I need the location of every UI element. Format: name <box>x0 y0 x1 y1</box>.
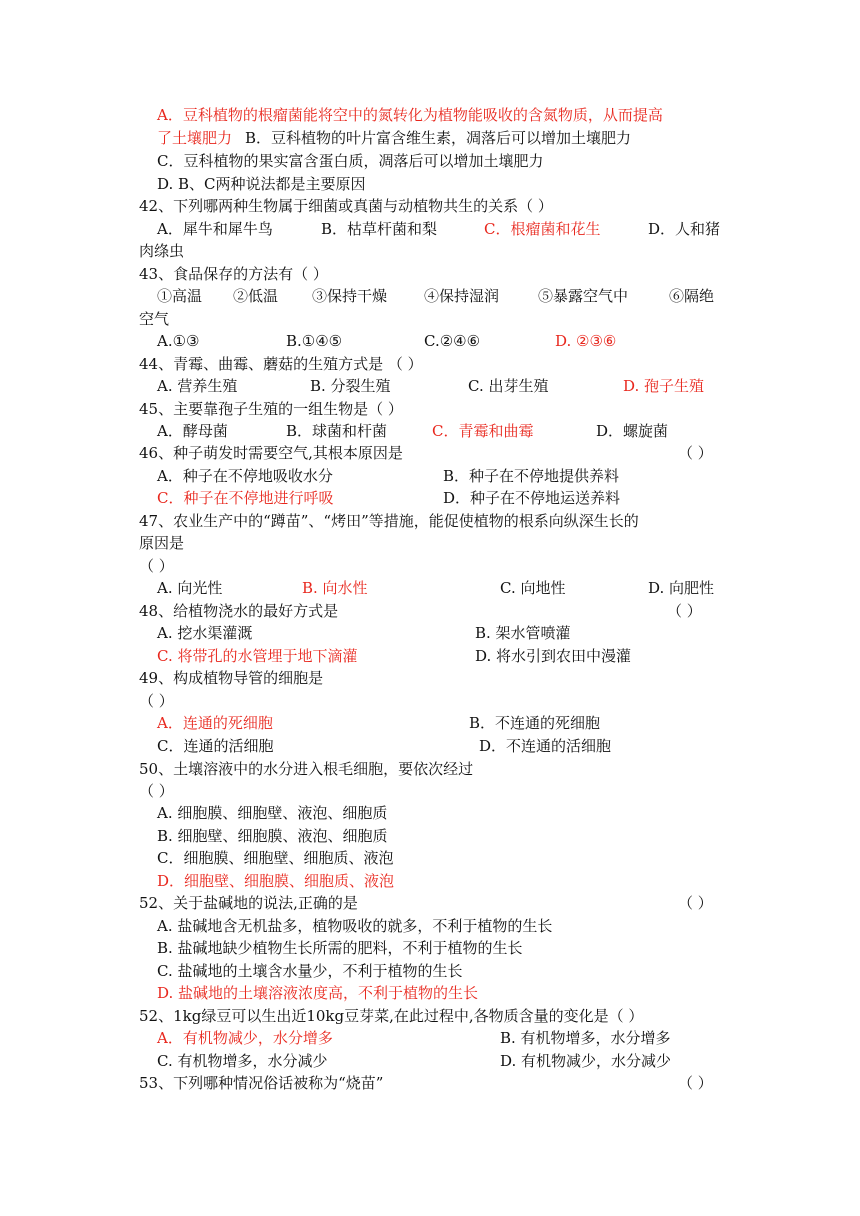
q52a-option-a: A. 盐碱地含无机盐多，植物吸收的就多，不利于植物的生长 <box>157 917 553 935</box>
q49-option-a: A．连通的死细胞 <box>157 714 273 732</box>
q45-stem: 45、主要靠孢子生殖的一组生物是（ ） <box>139 400 403 418</box>
q43-item-3: ③保持干燥 <box>312 287 388 305</box>
q49-answer-blank: （ ） <box>139 692 174 710</box>
q43-option-a: A.①③ <box>157 332 200 350</box>
q41-option-a-cont: 了土壤肥力 <box>157 129 233 147</box>
q42-option-d: D．人和猪 <box>648 220 721 238</box>
q52a-option-b: B. 盐碱地缺少植物生长所需的肥料，不利于植物的生长 <box>157 939 523 957</box>
q50-option-c: C．细胞膜、细胞壁、细胞质、液泡 <box>157 849 394 867</box>
q47-option-a: A. 向光性 <box>157 579 223 597</box>
q47-option-c: C. 向地性 <box>500 579 566 597</box>
q46-option-b: B．种子在不停地提供养料 <box>443 467 620 485</box>
q46-answer-blank: （ ） <box>678 444 713 462</box>
q49-option-b: B．不连通的死细胞 <box>469 714 601 732</box>
q48-answer-blank: （ ） <box>667 602 702 620</box>
q52a-option-c: C. 盐碱地的土壤含水量少，不利于植物的生长 <box>157 962 463 980</box>
q48-option-c: C. 将带孔的水管埋于地下滴灌 <box>157 647 358 665</box>
q50-answer-blank: （ ） <box>139 782 174 800</box>
q44-option-c: C. 出芽生殖 <box>468 377 549 395</box>
q50-stem: 50、土壤溶液中的水分进入根毛细胞，要依次经过 <box>139 760 474 778</box>
q49-stem: 49、构成植物导管的细胞是 <box>139 669 324 687</box>
q50-option-d: D．细胞壁、细胞膜、细胞质、液泡 <box>157 872 395 890</box>
q43-option-b: B.①④⑤ <box>286 332 343 350</box>
q47-answer-blank: （ ） <box>139 557 174 575</box>
q43-option-d: D. ②③⑥ <box>555 332 617 350</box>
q43-item-2: ②低温 <box>233 287 279 305</box>
q46-option-c: C．种子在不停地进行呼吸 <box>157 489 334 507</box>
q44-option-b: B. 分裂生殖 <box>310 377 391 395</box>
q46-option-a: A．种子在不停地吸收水分 <box>157 467 333 485</box>
q43-item-1: ①高温 <box>157 287 203 305</box>
q47-stem: 47、农业生产中的“蹲苗”、“烤田”等措施，能促使植物的根系向纵深生长的 <box>139 512 639 530</box>
q47-option-d: D. 向肥性 <box>648 579 715 597</box>
q45-option-a: A．酵母菌 <box>157 422 228 440</box>
q45-option-c: C．青霉和曲霉 <box>432 422 534 440</box>
q45-option-b: B．球菌和杆菌 <box>286 422 388 440</box>
q43-item-4: ④保持湿润 <box>424 287 500 305</box>
q44-option-a: A. 营养生殖 <box>157 377 238 395</box>
q52a-stem: 52、关于盐碱地的说法,正确的是 <box>139 894 358 912</box>
q42-stem: 42、下列哪两种生物属于细菌或真菌与动植物共生的关系（ ） <box>139 197 553 215</box>
q46-option-d: D．种子在不停地运送养料 <box>443 489 621 507</box>
q52b-option-c: C. 有机物增多，水分减少 <box>157 1052 328 1070</box>
q43-option-c: C.②④⑥ <box>424 332 481 350</box>
q43-stem: 43、食品保存的方法有（ ） <box>139 265 328 283</box>
q47-stem-cont: 原因是 <box>139 534 185 552</box>
q48-option-a: A. 挖水渠灌溉 <box>157 624 253 642</box>
q42-option-d-cont: 肉绦虫 <box>139 242 185 260</box>
q48-option-b: B. 架水管喷灌 <box>475 624 571 642</box>
q49-option-d: D．不连通的活细胞 <box>479 737 612 755</box>
q52a-answer-blank: （ ） <box>678 894 713 912</box>
q52b-option-b: B. 有机物增多，水分增多 <box>500 1029 671 1047</box>
q52b-stem: 52、1kg绿豆可以生出近10kg豆芽菜,在此过程中,各物质含量的变化是（ ） <box>139 1007 644 1025</box>
q53-answer-blank: （ ） <box>678 1074 713 1092</box>
q41-option-c: C．豆科植物的果实富含蛋白质，凋落后可以增加土壤肥力 <box>157 152 544 170</box>
q41-option-a: A．豆科植物的根瘤菌能将空中的氮转化为植物能吸收的含氮物质，从而提高 <box>157 106 663 124</box>
q42-option-c: C．根瘤菌和花生 <box>484 220 601 238</box>
q43-item-6-cont: 空气 <box>139 310 170 328</box>
q41-option-b: B．豆科植物的叶片富含维生素，凋落后可以增加土壤肥力 <box>245 129 632 147</box>
q52a-option-d: D. 盐碱地的土壤溶液浓度高，不利于植物的生长 <box>157 984 479 1002</box>
q42-option-b: B．枯草杆菌和梨 <box>321 220 438 238</box>
q43-item-6: ⑥隔绝 <box>669 287 715 305</box>
q50-option-b: B. 细胞壁、细胞膜、液泡、细胞质 <box>157 827 388 845</box>
q49-option-c: C．连通的活细胞 <box>157 737 274 755</box>
q42-option-a: A．犀牛和犀牛鸟 <box>157 220 273 238</box>
q48-stem: 48、给植物浇水的最好方式是 <box>139 602 339 620</box>
q44-option-d: D. 孢子生殖 <box>623 377 705 395</box>
q47-option-b: B. 向水性 <box>302 579 368 597</box>
q46-stem: 46、种子萌发时需要空气,其根本原因是 <box>139 444 403 462</box>
q52b-option-d: D. 有机物减少，水分减少 <box>500 1052 672 1070</box>
q50-option-a: A. 细胞膜、细胞壁、液泡、细胞质 <box>157 804 388 822</box>
q52b-option-a: A．有机物减少，水分增多 <box>157 1029 333 1047</box>
q53-stem: 53、下列哪种情况俗话被称为“烧苗” <box>139 1074 384 1092</box>
q43-item-5: ⑤暴露空气中 <box>538 287 629 305</box>
q44-stem: 44、青霉、曲霉、蘑菇的生殖方式是 （ ） <box>139 355 423 373</box>
q41-option-d: D. B、C两种说法都是主要原因 <box>157 175 366 193</box>
q45-option-d: D．螺旋菌 <box>596 422 669 440</box>
q48-option-d: D. 将水引到农田中漫灌 <box>475 647 632 665</box>
